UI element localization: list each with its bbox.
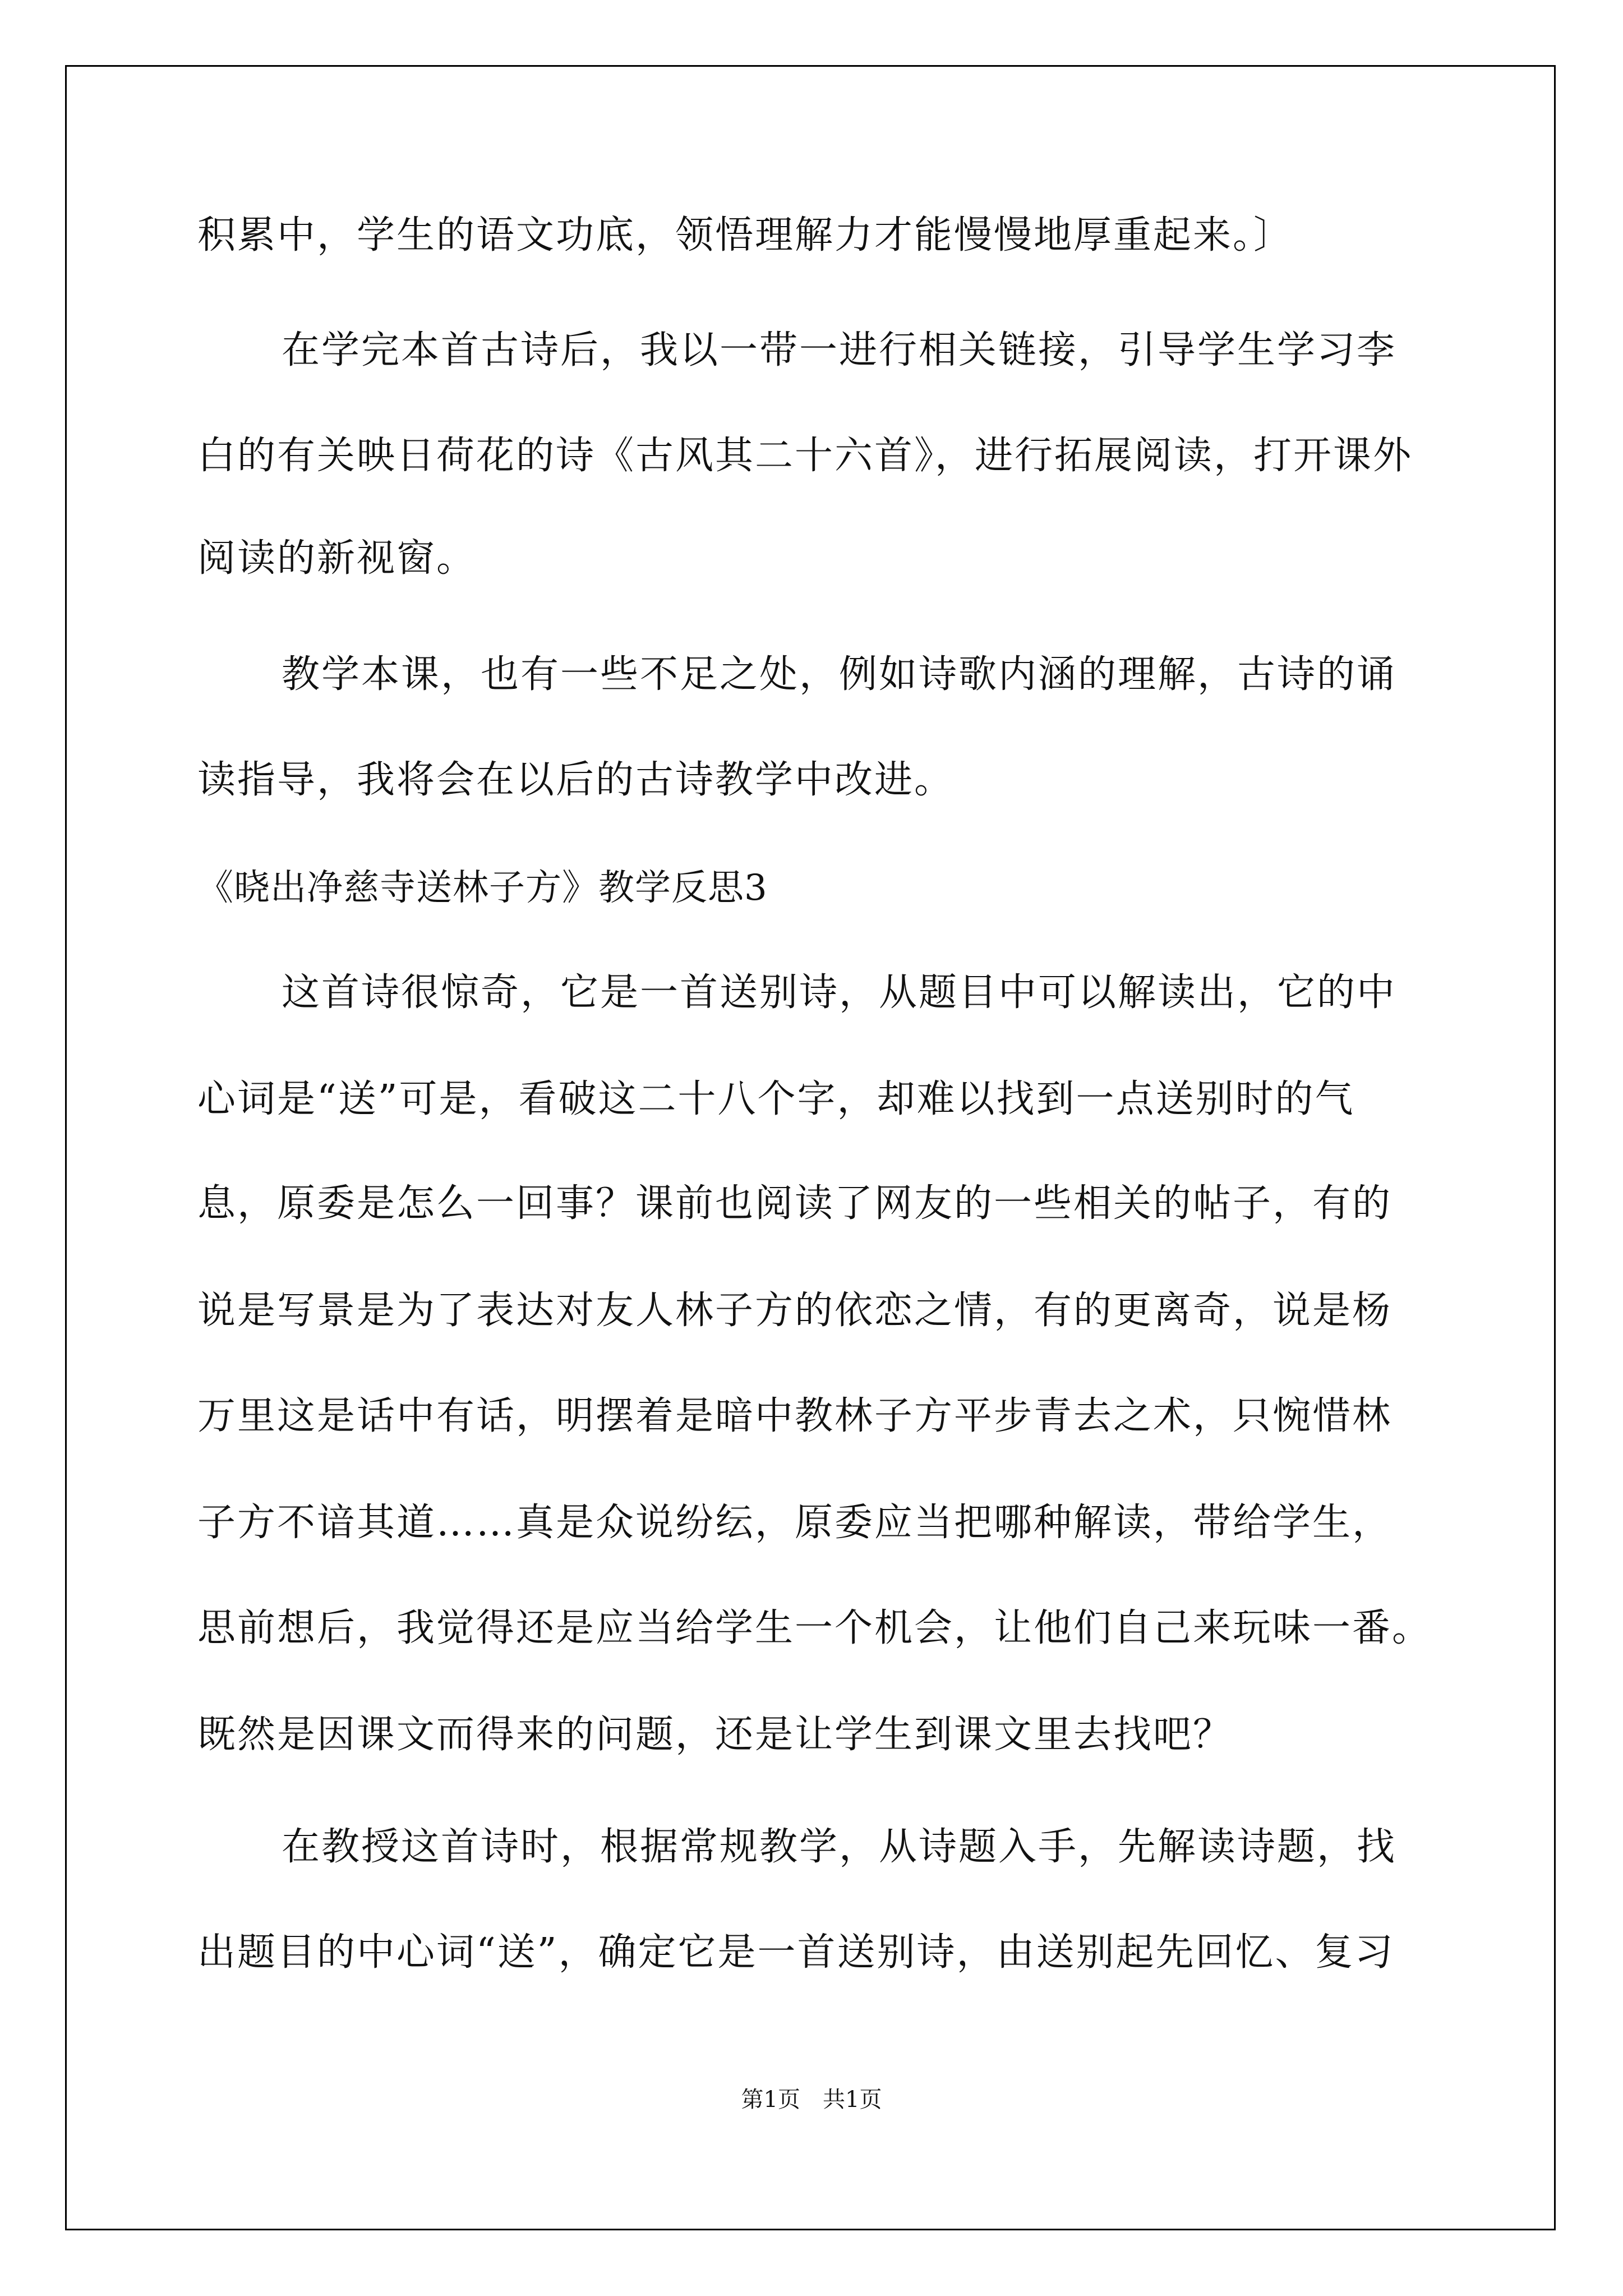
paragraph-line-8: 这首诗很惊奇，它是一首送别诗，从题目中可以解读出，它的中 xyxy=(282,970,1397,1015)
paragraph-line-16: 在教授这首诗时，根据常规教学，从诗题入手，先解读诗题，找 xyxy=(282,1825,1397,1869)
paragraph-line-15: 既然是因课文而得来的问题，还是让学生到课文里去找吧？ xyxy=(197,1713,1233,1757)
paragraph-line-9: 心词是“送”可是，看破这二十八个字，却难以找到一点送别时的气 xyxy=(197,1077,1355,1121)
paragraph-line-10: 息，原委是怎么一回事？课前也阅读了网友的一些相关的帖子，有的 xyxy=(197,1181,1393,1226)
paragraph-line-11: 说是写景是为了表达对友人林子方的依恋之情，有的更离奇，说是杨 xyxy=(197,1289,1393,1333)
paragraph-line-3: 白的有关映日荷花的诗《古风其二十六首》，进行拓展阅读，打开课外 xyxy=(197,434,1413,478)
paragraph-line-13: 子方不谙其道……真是众说纷纭，原委应当把哪种解读，带给学生， xyxy=(197,1501,1393,1545)
paragraph-line-1: 积累中，学生的语文功底，领悟理解力才能慢慢地厚重起来。〕 xyxy=(197,213,1294,257)
paragraph-line-6: 读指导，我将会在以后的古诗教学中改进。 xyxy=(197,758,955,802)
paragraph-line-2: 在学完本首古诗后，我以一带一进行相关链接，引导学生学习李 xyxy=(282,328,1397,372)
paragraph-line-14: 思前想后，我觉得还是应当给学生一个机会，让他们自己来玩味一番。 xyxy=(197,1606,1432,1650)
page-footer: 第1页 共1页 xyxy=(741,2087,882,2113)
section-heading: 《晓出净慈寺送林子方》教学反思3 xyxy=(197,867,768,909)
paragraph-line-4: 阅读的新视窗。 xyxy=(197,536,477,581)
paragraph-line-12: 万里这是话中有话，明摆着是暗中教林子方平步青去之术，只惋惜林 xyxy=(197,1394,1393,1438)
page-border xyxy=(65,65,1556,2230)
paragraph-line-5: 教学本课，也有一些不足之处，例如诗歌内涵的理解，古诗的诵 xyxy=(282,652,1397,697)
paragraph-line-17: 出题目的中心词“送”，确定它是一首送别诗，由送别起先回忆、复习 xyxy=(197,1930,1395,1975)
